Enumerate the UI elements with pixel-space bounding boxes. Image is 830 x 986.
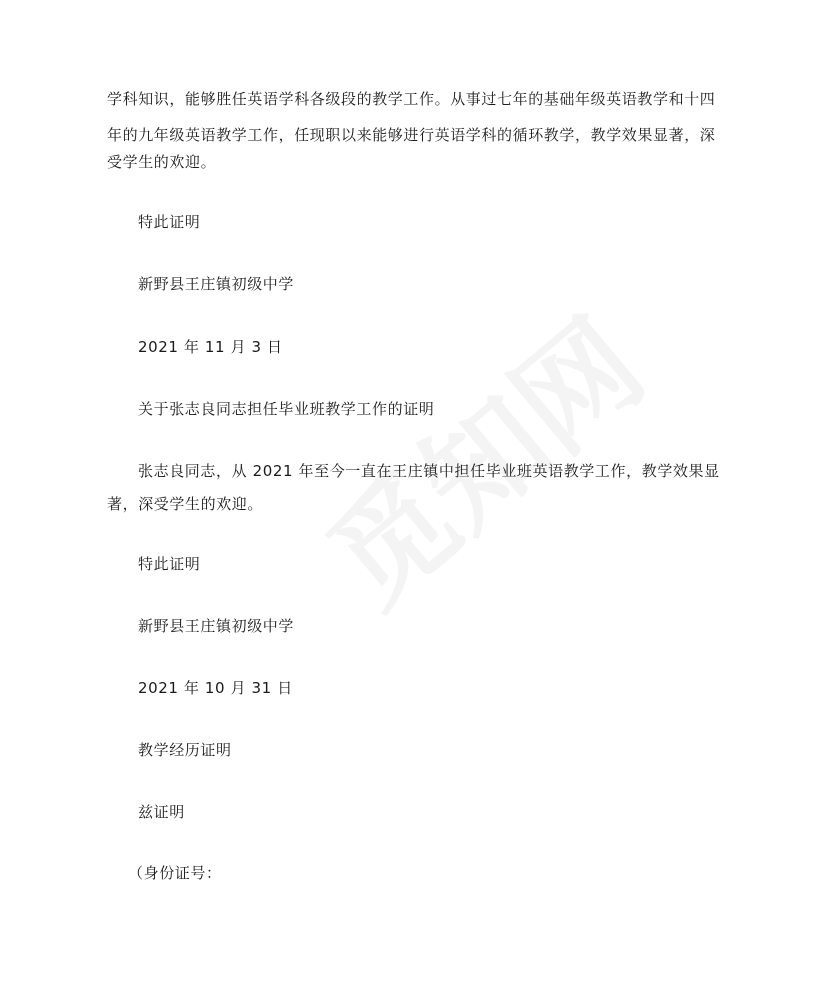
paragraph-line: 学科知识，能够胜任英语学科各级段的教学工作。从事过七年的基础年级英语教学和十四 (107, 90, 716, 108)
paragraph-line: 年的九年级英语教学工作，任现职以来能够进行英语学科的循环教学，教学效果显著，深 (107, 126, 716, 144)
watermark (287, 274, 673, 637)
paragraph-line: 张志良同志，从 2021 年至今一直在王庄镇中担任毕业班英语教学工作，教学效果显 (138, 462, 720, 480)
certify-text: 兹证明 (138, 803, 185, 821)
paragraph-line: 著，深受学生的欢迎。 (107, 495, 264, 513)
date-text: 2021 年 10 月 31 日 (138, 679, 293, 697)
organization-name: 新野县王庄镇初级中学 (138, 275, 295, 293)
closing-text: 特此证明 (138, 213, 201, 231)
organization-name: 新野县王庄镇初级中学 (138, 617, 295, 635)
paragraph-line: 受学生的欢迎。 (107, 153, 217, 171)
date-text: 2021 年 11 月 3 日 (138, 338, 283, 356)
closing-text: 特此证明 (138, 555, 201, 573)
section-title: 教学经历证明 (138, 741, 232, 759)
id-number-label: （身份证号： (128, 864, 222, 882)
section-title: 关于张志良同志担任毕业班教学工作的证明 (138, 400, 435, 418)
